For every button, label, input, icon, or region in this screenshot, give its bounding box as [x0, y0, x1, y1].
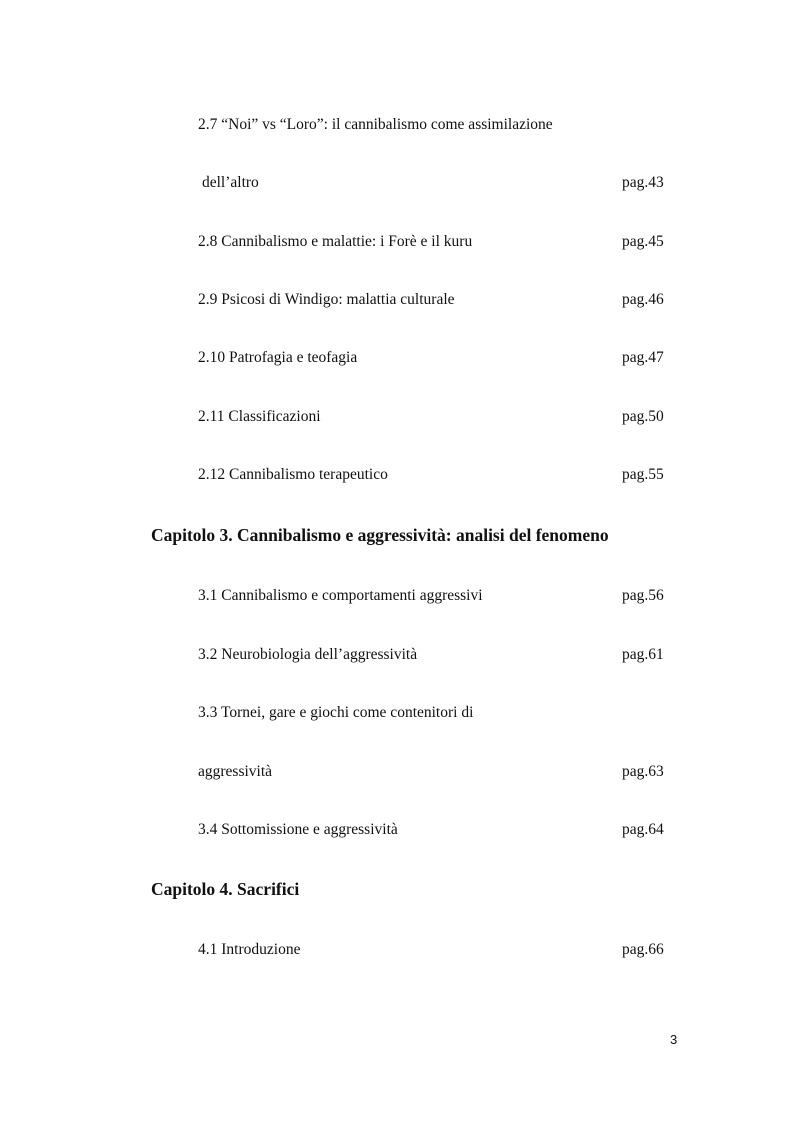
toc-entry-title: 2.10 Patrofagia e teofagia [198, 349, 358, 366]
toc-entry-2-7 [0, 113, 794, 137]
toc-entry-page: pag.63 [622, 763, 664, 780]
toc-entry-title: 2.12 Cannibalismo terapeutico [198, 466, 388, 483]
toc-entry-3-1 [0, 584, 794, 608]
chapter-3-heading: Capitolo 3. Cannibalismo e aggressività: analisi del fenomeno [151, 525, 609, 545]
toc-entry-title: dell’altro [202, 174, 259, 191]
toc-entry-3-3 [0, 701, 794, 725]
toc-entry-title: aggressività [198, 763, 273, 780]
toc-entry-page: pag.43 [622, 174, 664, 191]
page-number: 3 [670, 1032, 678, 1047]
toc-entry-title: 3.3 Tornei, gare e giochi come contenitori di [198, 704, 474, 721]
toc-entry-3-2 [0, 643, 794, 667]
toc-entry-3-3-continued [0, 760, 794, 784]
toc-entry-2-10 [0, 346, 794, 370]
toc-entry-2-7-continued [0, 171, 794, 195]
toc-entry-page: pag.46 [622, 291, 664, 308]
toc-entry-page: pag.55 [622, 466, 664, 483]
toc-entry-2-8 [0, 230, 794, 254]
toc-entry-page: pag.56 [622, 587, 664, 604]
toc-entry-3-4 [0, 818, 794, 842]
toc-entry-title: 2.8 Cannibalismo e malattie: i Forè e il kuru [198, 233, 473, 250]
toc-entry-title: 3.2 Neurobiologia dell’aggressività [198, 646, 418, 663]
toc-entry-2-12 [0, 463, 794, 487]
toc-entry-page: pag.45 [622, 233, 664, 250]
toc-entry-page: pag.64 [622, 821, 664, 838]
toc-entry-title: 4.1 Introduzione [198, 941, 301, 958]
toc-entry-title: 2.9 Psicosi di Windigo: malattia culturale [198, 291, 455, 308]
toc-entry-2-11 [0, 405, 794, 429]
toc-entry-title: 3.1 Cannibalismo e comportamenti aggressivi [198, 587, 483, 604]
toc-entry-page: pag.47 [622, 349, 664, 366]
toc-entry-2-9 [0, 288, 794, 312]
chapter-4-heading: Capitolo 4. Sacrifici [151, 879, 300, 899]
toc-entry-title: 2.11 Classificazioni [198, 408, 321, 425]
toc-entry-page: pag.50 [622, 408, 664, 425]
toc-entry-title: 3.4 Sottomissione e aggressività [198, 821, 398, 838]
toc-entry-page: pag.66 [622, 941, 664, 958]
toc-entry-page: pag.61 [622, 646, 664, 663]
toc-entry-4-1 [0, 938, 794, 962]
toc-entry-title: 2.7 “Noi” vs “Loro”: il cannibalismo come assimilazione [198, 116, 553, 133]
